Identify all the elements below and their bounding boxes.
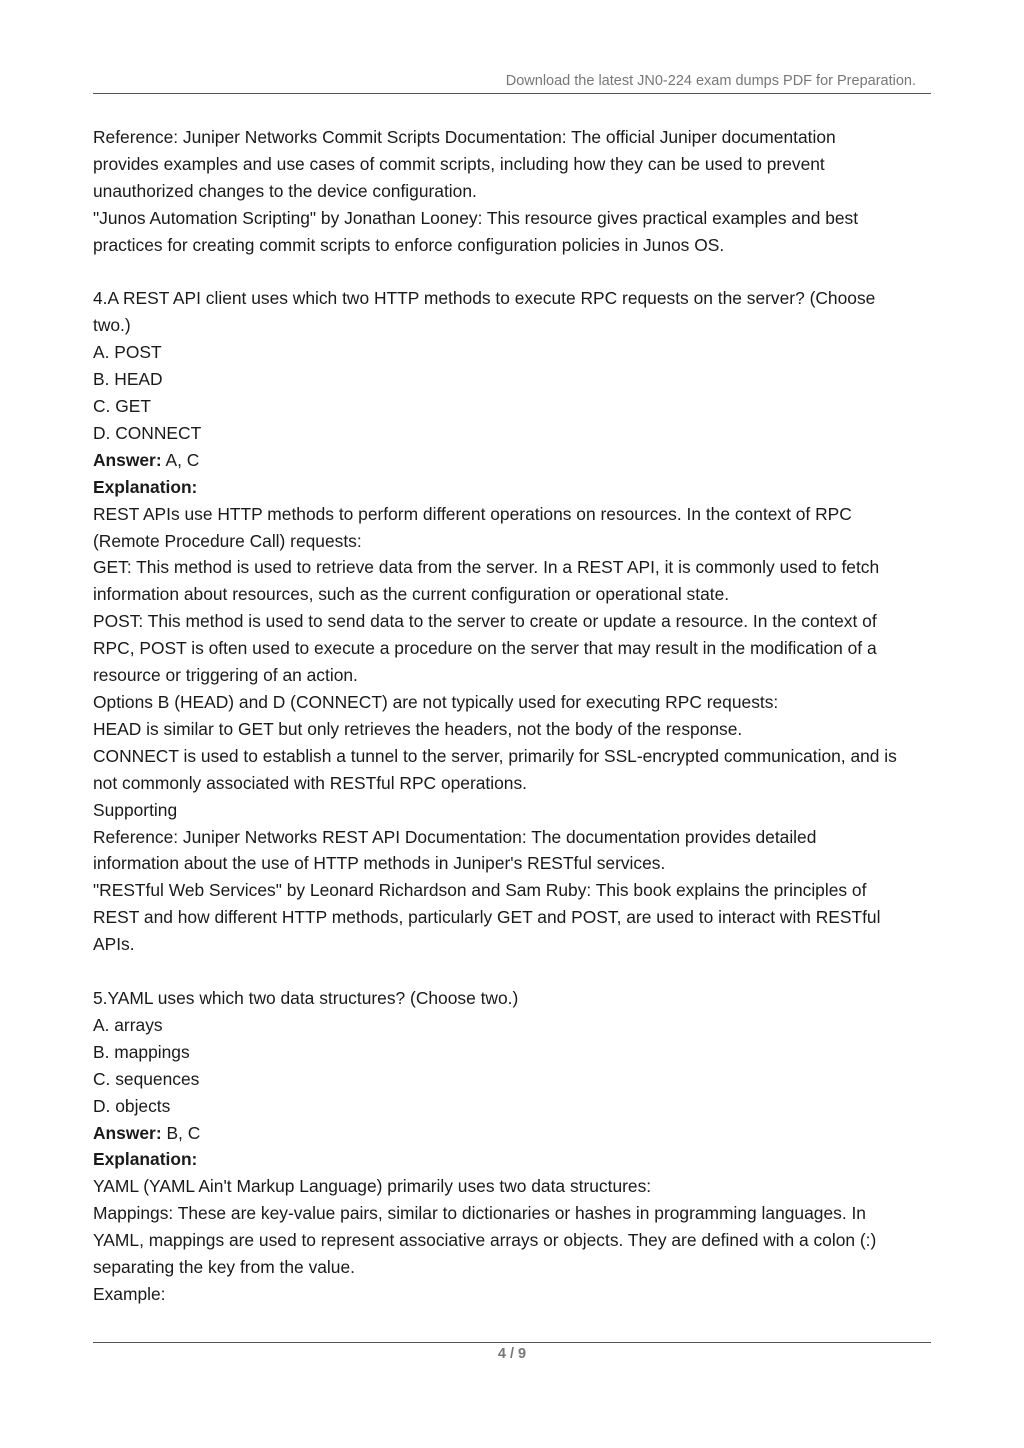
text-line: Reference: Juniper Networks Commit Scripts Documentation: The official Juniper documentation: [93, 127, 836, 147]
paragraph-gap: [93, 958, 933, 985]
explanation-line: YAML (YAML Ain't Markup Language) primarily uses two data structures:: [93, 1176, 652, 1197]
explanation-line: "RESTful Web Services" by Leonard Richardson and Sam Ruby: This book explains the principles of: [93, 880, 867, 901]
explanation-line: separating the key from the value.: [93, 1257, 355, 1278]
option-d: D. CONNECT: [93, 422, 202, 443]
option-b: B. HEAD: [93, 369, 163, 390]
paragraph-gap: [93, 259, 933, 286]
question-4: [93, 285, 933, 958]
explanation-line: (Remote Procedure Call) requests:: [93, 530, 362, 551]
explanation-line: Options B (HEAD) and D (CONNECT) are not typically used for executing RPC requests:: [93, 692, 779, 713]
answer-value: A, C: [161, 449, 200, 470]
option-c: C. sequences: [93, 1068, 200, 1089]
explanation-line: Example:: [93, 1283, 166, 1304]
answer-value: B, C: [161, 1122, 201, 1143]
explanation-label: Explanation:: [93, 476, 198, 497]
explanation-line: not commonly associated with RESTful RPC operations.: [93, 772, 527, 793]
explanation-line: POST: This method is used to send data to the server to create or update a resource. In the context of: [93, 611, 877, 632]
header-divider: [93, 93, 931, 94]
footer-divider: [93, 1342, 931, 1343]
explanation-line: resource or triggering of an action.: [93, 665, 358, 686]
explanation-line: YAML, mappings are used to represent associative arrays or objects. They are defined with a colon (:): [93, 1230, 877, 1251]
explanation-line: APIs.: [93, 934, 135, 955]
text-line: provides examples and use cases of commit scripts, including how they can be used to prevent: [93, 153, 825, 174]
explanation-label: Explanation:: [93, 1149, 198, 1170]
text-line: "Junos Automation Scripting" by Jonathan Looney: This resource gives practical examples and best: [93, 207, 859, 228]
question-text: 5.YAML uses which two data structures? (Choose two.): [93, 987, 519, 1008]
explanation-line: information about resources, such as the current configuration or operational state.: [93, 584, 730, 605]
page-header-text: Download the latest JN0-224 exam dumps PDF for Preparation.: [505, 73, 916, 89]
answer-line: [93, 1120, 933, 1147]
explanation-line: Reference: Juniper Networks REST API Documentation: The documentation provides detailed: [93, 826, 817, 847]
document-body: [93, 124, 933, 1308]
option-a: A. POST: [93, 342, 162, 363]
explanation-line: REST and how different HTTP methods, particularly GET and POST, are used to interact with RESTful: [93, 907, 881, 928]
answer-label: Answer:: [93, 449, 162, 470]
answer-line: [93, 447, 933, 474]
page-number: 4 / 9: [497, 1346, 527, 1362]
option-b: B. mappings: [93, 1041, 190, 1062]
question-text: 4.A REST API client uses which two HTTP methods to execute RPC requests on the server? (Choose: [93, 288, 876, 309]
explanation-line: GET: This method is used to retrieve data from the server. In a REST API, it is commonly used to fetch: [93, 557, 880, 578]
explanation-line: HEAD is similar to GET but only retrieves the headers, not the body of the response.: [93, 718, 743, 739]
option-a: A. arrays: [93, 1014, 163, 1035]
option-c: C. GET: [93, 396, 151, 417]
explanation-line: Mappings: These are key-value pairs, similar to dictionaries or hashes in programming languages. In: [93, 1203, 866, 1224]
question-text: two.): [93, 315, 131, 336]
explanation-line: information about the use of HTTP methods in Juniper's RESTful services.: [93, 853, 666, 874]
option-d: D. objects: [93, 1095, 171, 1116]
answer-label: Answer:: [93, 1122, 162, 1143]
text-line: unauthorized changes to the device configuration.: [93, 180, 477, 201]
explanation-line: RPC, POST is often used to execute a procedure on the server that may result in the modification of a: [93, 638, 877, 659]
explanation-line: CONNECT is used to establish a tunnel to the server, primarily for SSL-encrypted communication, and is: [93, 745, 897, 766]
explanation-line: Supporting: [93, 799, 178, 820]
text-line: practices for creating commit scripts to enforce configuration policies in Junos OS.: [93, 234, 725, 255]
question-5: [93, 985, 933, 1308]
explanation-line: REST APIs use HTTP methods to perform different operations on resources. In the context of RPC: [93, 503, 852, 524]
reference-intro: [93, 124, 933, 259]
